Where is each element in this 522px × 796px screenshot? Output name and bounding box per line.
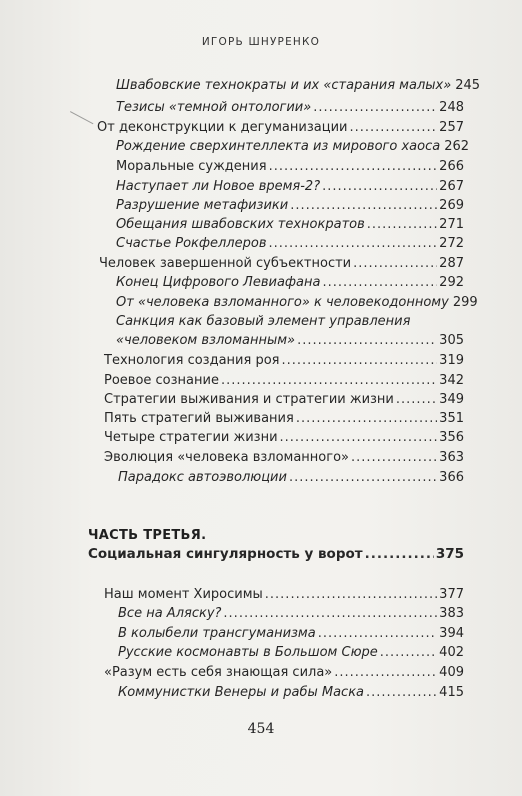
toc-entry-title: «человеком взломанным» xyxy=(116,333,296,348)
toc-entry xyxy=(116,158,464,176)
part-title: Социальная сингулярность у ворот xyxy=(88,546,363,562)
toc-entry-title: Эволюция «человека взломанного» xyxy=(104,450,350,465)
toc-entry-page: 319 xyxy=(439,353,464,368)
toc-entry xyxy=(116,216,464,234)
toc-entry-page: 262 xyxy=(444,139,470,154)
toc-entry-title: Обещания швабовских технократов xyxy=(116,217,365,232)
toc-entry-title: Роевое сознание xyxy=(104,373,219,388)
toc-entry xyxy=(116,99,464,117)
toc-entry-page: 248 xyxy=(439,100,464,115)
toc-entry xyxy=(118,644,464,662)
toc-entry xyxy=(104,410,464,428)
toc-entry xyxy=(116,178,464,196)
toc-entry xyxy=(104,664,464,682)
toc-entry xyxy=(118,625,464,643)
toc-entry-title: От деконструкции к дегуманизации xyxy=(97,120,348,135)
toc-entry-page: 402 xyxy=(439,645,464,660)
toc-entry xyxy=(118,684,464,702)
part-label: ЧАСТЬ ТРЕТЬЯ. xyxy=(88,528,207,543)
toc-entry-page: 272 xyxy=(439,236,464,251)
toc-entry-page: 257 xyxy=(439,120,464,135)
toc-entry-title: Парадокс автоэволюции xyxy=(118,470,287,485)
part-entry xyxy=(88,545,464,563)
toc-entry-page: 267 xyxy=(439,179,464,194)
toc-entry-title: Моральные суждения xyxy=(116,159,267,174)
toc-entry xyxy=(116,235,464,253)
toc-entry-page: 366 xyxy=(439,470,464,485)
toc-entry-title: Пять стратегий выживания xyxy=(104,411,294,426)
toc-entry-title: Конец Цифрового Левиафана xyxy=(116,275,321,290)
toc-entry-title: Русские космонавты в Большом Сюре xyxy=(118,645,378,660)
toc-entry-title: Рождение сверхинтеллекта из мирового хаоса xyxy=(116,139,441,154)
toc-entry-title: Наш момент Хиросимы xyxy=(104,587,263,602)
toc-entry-page: 377 xyxy=(439,587,464,602)
toc-entry-page: 299 xyxy=(452,295,478,310)
toc-entry-title: Санкция как базовый элемент управления xyxy=(116,314,411,329)
toc-entry-title: Счастье Рокфеллеров xyxy=(116,236,267,251)
toc-entry xyxy=(118,469,464,487)
toc-entry-page: 305 xyxy=(439,333,464,348)
toc-entry-title: Тезисы «темной онтологии» xyxy=(116,100,312,115)
toc-entry-page: 266 xyxy=(439,159,464,174)
toc-entry-title: Наступает ли Новое время-2? xyxy=(116,179,321,194)
toc-entry-title: В колыбели трансгуманизма xyxy=(118,626,316,641)
toc-entry-page: 363 xyxy=(439,450,464,465)
toc-entry xyxy=(99,255,464,273)
toc-entry xyxy=(104,352,464,370)
toc-entry xyxy=(104,429,464,447)
toc-entry xyxy=(116,138,470,156)
toc-entry-title: Технология создания роя xyxy=(104,353,280,368)
toc-entry-page: 415 xyxy=(439,685,464,700)
toc-entry xyxy=(116,197,464,215)
toc-entry-page: 269 xyxy=(439,198,464,213)
toc-entry xyxy=(116,274,464,292)
running-header: ИГОРЬ ШНУРЕНКО xyxy=(201,36,321,48)
toc-entry-page: 383 xyxy=(439,606,464,621)
toc-entry xyxy=(104,586,464,604)
toc-entry-title: Человек завершенной субъектности xyxy=(99,256,352,271)
toc-entry-title: Коммунистки Венеры и рабы Маска xyxy=(118,685,365,700)
toc-entry xyxy=(116,77,481,95)
toc-entry-title: Швабовские технократы и их «старания малых» xyxy=(116,78,452,93)
page-number: 454 xyxy=(247,721,275,737)
toc-entry-page: 292 xyxy=(439,275,464,290)
toc-entry xyxy=(104,391,464,409)
toc-entry xyxy=(104,449,464,467)
toc-entry-title: Разрушение метафизики xyxy=(116,198,289,213)
toc-entry xyxy=(104,372,464,390)
toc-entry-page: 342 xyxy=(439,373,464,388)
toc-entry xyxy=(116,332,464,350)
toc-entry-page: 245 xyxy=(455,78,481,93)
toc-entry-title: Стратегии выживания и стратегии жизни xyxy=(104,392,394,407)
toc-entry-page: 271 xyxy=(439,217,464,232)
toc-entry-page: 394 xyxy=(439,626,464,641)
toc-entry xyxy=(118,605,464,623)
toc-entry-page: 409 xyxy=(439,665,464,680)
toc-entry-title: «Разум есть себя знающая сила» xyxy=(104,665,333,680)
toc-entry-title: Все на Аляску? xyxy=(118,606,222,621)
toc-entry-page: 349 xyxy=(439,392,464,407)
part-page: 375 xyxy=(435,546,464,562)
toc-entry-page: 351 xyxy=(439,411,464,426)
toc-entry-title: От «человека взломанного» к человекодонному xyxy=(116,295,449,310)
toc-entry xyxy=(116,294,478,312)
toc-entry-page: 287 xyxy=(439,256,464,271)
toc-entry-page: 356 xyxy=(439,430,464,445)
toc-entry xyxy=(97,119,464,137)
toc-entry-title: Четыре стратегии жизни xyxy=(104,430,278,445)
